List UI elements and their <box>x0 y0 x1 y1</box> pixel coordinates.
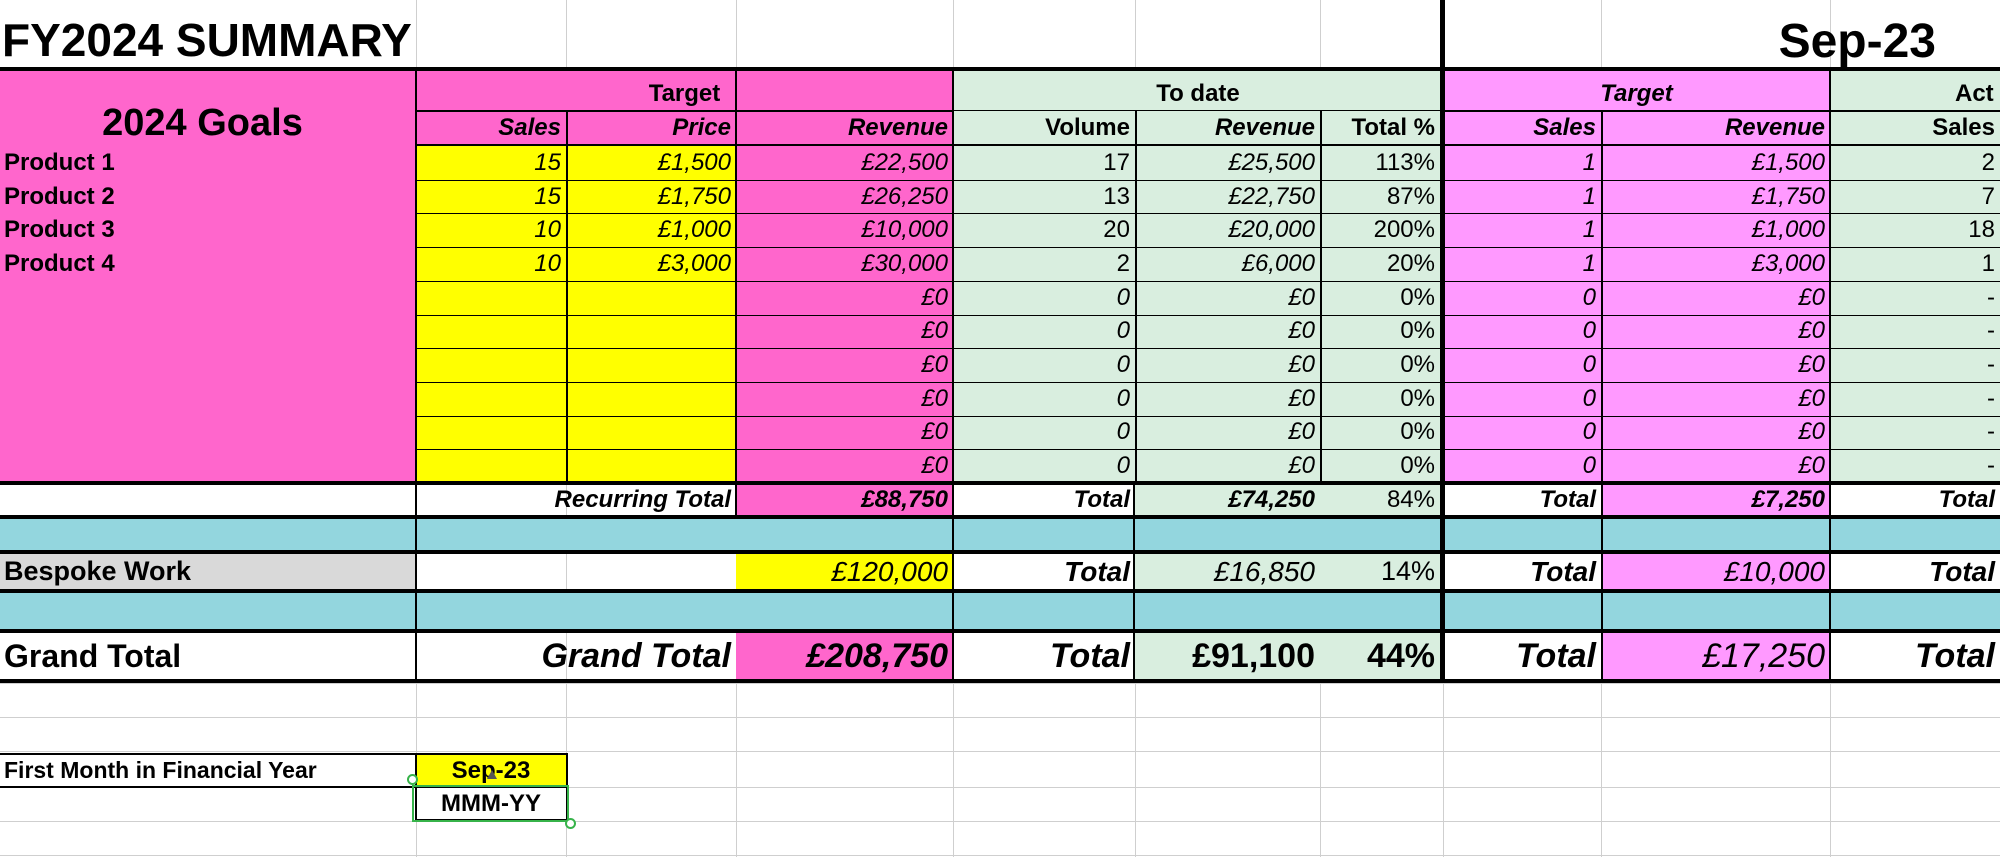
border <box>0 515 2000 519</box>
cell-revenue[interactable]: £0 <box>921 317 948 345</box>
recurring-m-label[interactable]: Total <box>1539 486 1596 513</box>
cell-revenue[interactable]: £22,500 <box>861 148 948 176</box>
grand-m-revenue[interactable]: £17,250 <box>1702 637 1825 675</box>
cell-a-sales[interactable]: - <box>1987 317 1995 345</box>
col-header-td-revenue: Revenue <box>1214 114 1315 141</box>
cell-m-revenue[interactable]: £1,750 <box>1751 182 1825 210</box>
cell-pct[interactable]: 0% <box>1400 283 1435 311</box>
cell-a-sales[interactable]: - <box>1987 418 1995 446</box>
cell-td-revenue[interactable]: £0 <box>1288 452 1315 480</box>
cell-volume[interactable]: 0 <box>1116 452 1130 480</box>
recurring-pct[interactable]: 84% <box>1386 486 1435 513</box>
product-name-cell[interactable]: Product 2 <box>4 182 115 210</box>
cell-m-revenue[interactable]: £0 <box>1798 283 1825 311</box>
product-name-cell[interactable]: Product 4 <box>4 249 115 277</box>
cell-a-sales[interactable]: - <box>1987 351 1995 379</box>
cell-m-sales[interactable]: 0 <box>1582 317 1596 345</box>
cell-pct[interactable]: 0% <box>1400 317 1435 345</box>
product-name-cell[interactable] <box>0 382 416 416</box>
recurring-a-label[interactable]: Total <box>1938 486 1995 513</box>
cell-m-sales[interactable]: 1 <box>1582 249 1596 277</box>
cell-price[interactable] <box>566 315 736 349</box>
cell-td-revenue[interactable]: £0 <box>1288 351 1315 379</box>
cell-m-revenue[interactable]: £3,000 <box>1751 249 1825 277</box>
spacer-row-1 <box>0 517 2000 552</box>
selection-handle-bottom-right[interactable] <box>565 818 576 829</box>
col-header-m-revenue: Revenue <box>1724 114 1825 141</box>
cell-m-sales[interactable]: 1 <box>1582 148 1596 176</box>
cell-revenue[interactable]: £0 <box>921 452 948 480</box>
cell-m-sales[interactable]: 1 <box>1582 216 1596 244</box>
cell-price[interactable] <box>566 281 736 315</box>
bespoke-pct[interactable]: 14% <box>1380 556 1435 586</box>
cell-price[interactable]: £3,000 <box>657 249 731 277</box>
cell-pct[interactable]: 87% <box>1386 182 1435 210</box>
bespoke-m-label[interactable]: Total <box>1530 555 1596 587</box>
cell-td-revenue[interactable]: £0 <box>1288 317 1315 345</box>
cell-price[interactable]: £1,000 <box>657 216 731 244</box>
gridline <box>0 717 2000 718</box>
col-header-total-pct: Total % <box>1351 114 1435 141</box>
first-month-value[interactable]: Sep-23 <box>451 756 531 784</box>
cell-a-sales[interactable]: 18 <box>1968 216 1995 244</box>
bespoke-td-revenue[interactable]: £16,850 <box>1213 555 1315 587</box>
cell-revenue[interactable]: £0 <box>921 384 948 412</box>
col-header-sales: Sales <box>498 114 561 141</box>
cell-pct[interactable]: 0% <box>1400 418 1435 446</box>
cell-volume[interactable]: 0 <box>1116 317 1130 345</box>
cell-td-revenue[interactable]: £6,000 <box>1241 249 1315 277</box>
col-header-m-sales: Sales <box>1533 114 1596 141</box>
cell-sales[interactable] <box>416 315 566 349</box>
cell-pct[interactable]: 0% <box>1400 452 1435 480</box>
gridline <box>0 855 2000 856</box>
cell-pct[interactable]: 113% <box>1375 148 1435 176</box>
month-target-group-header: Target <box>1600 80 1673 107</box>
cell-sales[interactable]: 10 <box>534 216 561 244</box>
bespoke-m-revenue[interactable]: £10,000 <box>1723 555 1825 587</box>
cell-td-revenue[interactable]: £0 <box>1288 384 1315 412</box>
cell-volume[interactable]: 17 <box>1103 148 1130 176</box>
cell-td-revenue[interactable]: £20,000 <box>1228 216 1315 244</box>
gridline <box>0 751 2000 752</box>
product-name-cell[interactable] <box>0 315 416 349</box>
cell-td-revenue[interactable]: £22,750 <box>1228 182 1315 210</box>
cell-td-revenue[interactable]: £0 <box>1288 418 1315 446</box>
bespoke-td-label[interactable]: Total <box>1064 555 1130 587</box>
sheet-title: FY2024 SUMMARY <box>2 14 412 66</box>
cell-price[interactable] <box>566 382 736 416</box>
col-header-a-sales: Sales <box>1932 114 1995 141</box>
bespoke-revenue[interactable]: £120,000 <box>831 555 948 587</box>
product-name-cell[interactable] <box>0 449 416 483</box>
cell-revenue[interactable]: £26,250 <box>861 182 948 210</box>
cell-sales[interactable]: 10 <box>534 249 561 277</box>
border <box>0 589 2000 593</box>
product-name-cell[interactable]: Product 3 <box>4 216 115 244</box>
cell-a-sales[interactable]: - <box>1987 384 1995 412</box>
cell-revenue[interactable]: £10,000 <box>861 216 948 244</box>
cell-volume[interactable]: 0 <box>1116 384 1130 412</box>
cell-m-sales[interactable]: 0 <box>1582 351 1596 379</box>
first-month-format[interactable]: MMM-YY <box>441 789 541 817</box>
cell-volume[interactable]: 20 <box>1103 216 1130 244</box>
cell-m-sales[interactable]: 0 <box>1582 384 1596 412</box>
recurring-td-label[interactable]: Total <box>1073 486 1130 513</box>
cell-sales[interactable] <box>416 281 566 315</box>
cell-m-sales[interactable]: 0 <box>1582 452 1596 480</box>
cell-m-revenue[interactable]: £0 <box>1798 351 1825 379</box>
cell-selection[interactable] <box>412 785 569 822</box>
cell-sales[interactable] <box>416 416 566 450</box>
cell-price[interactable]: £1,500 <box>657 148 731 176</box>
product-name-cell[interactable] <box>0 281 416 315</box>
grand-pct[interactable]: 44% <box>1366 637 1435 675</box>
cell-volume[interactable]: 2 <box>1116 249 1130 277</box>
cell-price[interactable] <box>566 348 736 382</box>
cell-price[interactable] <box>566 449 736 483</box>
cell-td-revenue[interactable]: £0 <box>1288 283 1315 311</box>
gridline <box>0 683 2000 684</box>
cell-m-sales[interactable]: 0 <box>1582 418 1596 446</box>
cell-a-sales[interactable]: 2 <box>1981 148 1995 176</box>
grand-a-label[interactable]: Total <box>1915 637 1995 675</box>
cell-a-sales[interactable]: 1 <box>1981 249 1995 277</box>
border <box>953 110 1443 111</box>
grand-td-label[interactable]: Total <box>1050 637 1130 675</box>
cell-pct[interactable]: 20% <box>1386 249 1435 277</box>
cell-sales[interactable]: 15 <box>534 182 561 210</box>
bespoke-a-label[interactable]: Total <box>1929 555 1995 587</box>
cell-a-sales[interactable]: 7 <box>1981 182 1995 210</box>
cell-revenue[interactable]: £30,000 <box>861 249 948 277</box>
cell-a-sales[interactable]: - <box>1987 283 1995 311</box>
month-actual-group-header: Act <box>1955 80 1994 107</box>
cell-m-revenue[interactable]: £0 <box>1798 418 1825 446</box>
recurring-td-revenue[interactable]: £74,250 <box>1228 486 1315 513</box>
cell-sales[interactable] <box>416 449 566 483</box>
col-header-revenue: Revenue <box>847 114 948 141</box>
cell-m-revenue[interactable]: £1,000 <box>1751 216 1825 244</box>
to-date-group-header: To date <box>1156 80 1240 107</box>
first-month-label[interactable]: First Month in Financial Year <box>4 757 317 783</box>
month-title: Sep-23 <box>1778 15 1936 68</box>
bespoke-label[interactable]: Bespoke Work <box>4 556 192 586</box>
cell-pct[interactable]: 200% <box>1373 216 1435 244</box>
cell-m-revenue[interactable]: £0 <box>1798 452 1825 480</box>
cell-volume[interactable]: 0 <box>1116 418 1130 446</box>
cell-a-sales[interactable]: - <box>1987 452 1995 480</box>
cell-revenue[interactable]: £0 <box>921 351 948 379</box>
col-header-price: Price <box>672 114 731 141</box>
grand-total-label[interactable]: Grand Total <box>4 638 182 674</box>
col-header-volume: Volume <box>1045 114 1130 141</box>
cell-m-revenue[interactable]: £1,500 <box>1751 148 1825 176</box>
grand-td-revenue[interactable]: £91,100 <box>1192 637 1315 675</box>
goals-header: 2024 Goals <box>102 102 303 144</box>
cell-price[interactable]: £1,750 <box>657 182 731 210</box>
cell-revenue[interactable]: £0 <box>921 418 948 446</box>
cell-sales[interactable]: 15 <box>534 148 561 176</box>
target-group-header: Target <box>648 80 721 107</box>
cell-sales[interactable] <box>416 348 566 382</box>
grand-total-revenue[interactable]: £208,750 <box>806 637 948 675</box>
cell-sales[interactable] <box>416 382 566 416</box>
product-name-cell[interactable] <box>0 416 416 450</box>
cell-price[interactable] <box>566 416 736 450</box>
cursor-icon <box>487 770 497 779</box>
recurring-m-revenue[interactable]: £7,250 <box>1751 486 1825 513</box>
recurring-total-revenue[interactable]: £88,750 <box>861 486 948 513</box>
selection-handle-top-left[interactable] <box>407 774 418 785</box>
cell-m-revenue[interactable]: £0 <box>1798 384 1825 412</box>
cell-revenue[interactable]: £0 <box>921 283 948 311</box>
product-name-cell[interactable] <box>0 348 416 382</box>
spacer-row-2 <box>0 591 2000 631</box>
cell-volume[interactable]: 0 <box>1116 283 1130 311</box>
recurring-total-label[interactable]: Recurring Total <box>554 486 731 513</box>
product-name-cell[interactable]: Product 1 <box>4 148 115 176</box>
cell-volume[interactable]: 0 <box>1116 351 1130 379</box>
cell-m-sales[interactable]: 0 <box>1582 283 1596 311</box>
gridline <box>0 821 2000 822</box>
grand-m-label[interactable]: Total <box>1516 637 1596 675</box>
cell-td-revenue[interactable]: £25,500 <box>1228 148 1315 176</box>
cell-m-revenue[interactable]: £0 <box>1798 317 1825 345</box>
cell-m-sales[interactable]: 1 <box>1582 182 1596 210</box>
cell-pct[interactable]: 0% <box>1400 384 1435 412</box>
cell-pct[interactable]: 0% <box>1400 351 1435 379</box>
cell-volume[interactable]: 13 <box>1103 182 1130 210</box>
border <box>0 679 2000 683</box>
grand-total-label-2[interactable]: Grand Total <box>541 637 731 675</box>
